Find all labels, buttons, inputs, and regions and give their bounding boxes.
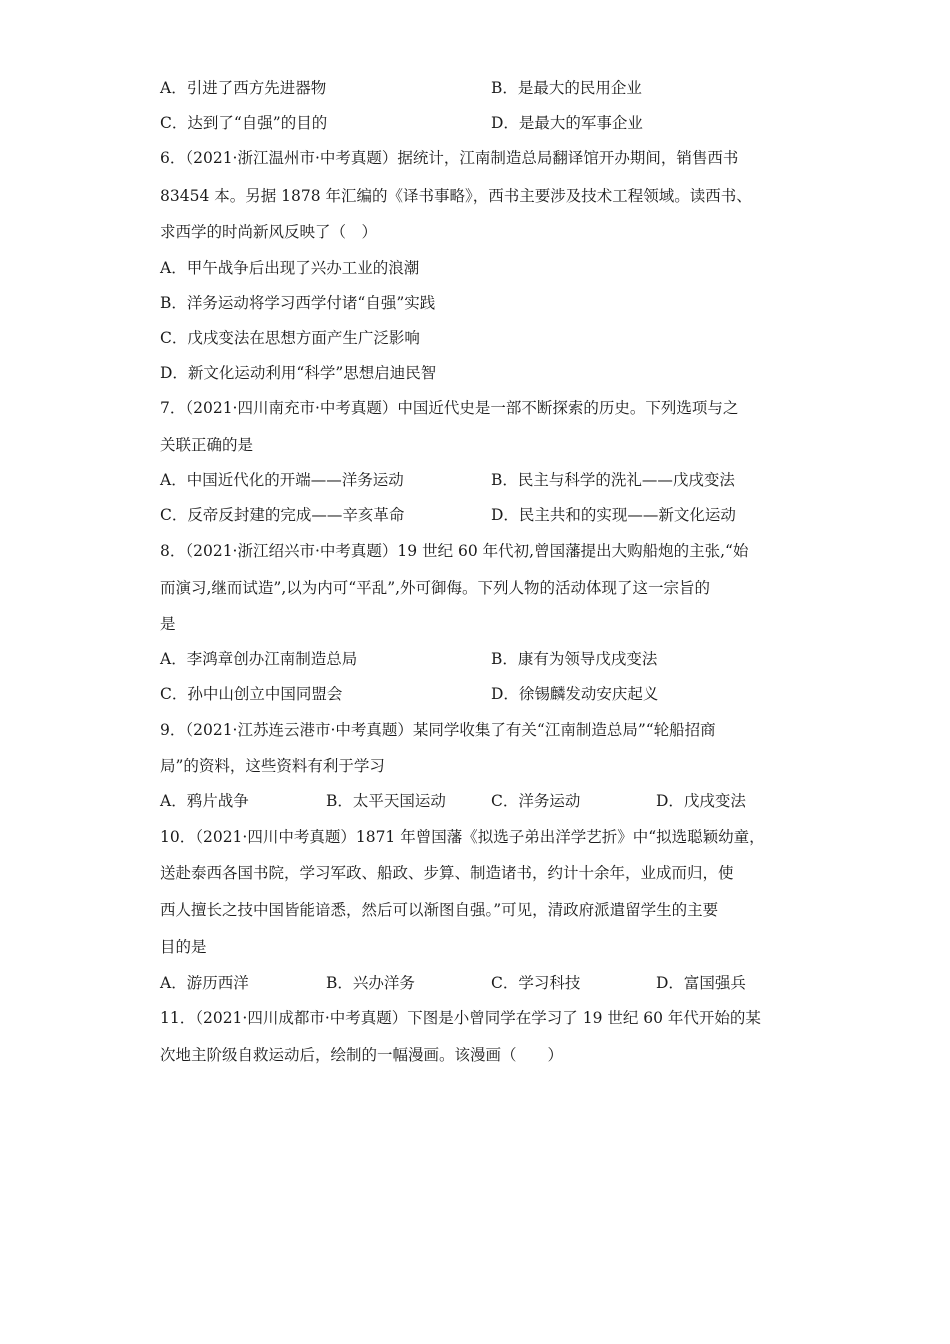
q11-stem-line-1: 11．（2021·四川成都市·中考真题）下图是小曾同学在学习了 19 世纪 60 年代开始的某 <box>160 1009 761 1027</box>
q6-stem-line-2: 83454 本。另据 1878 年汇编的《译书事略》，西书主要涉及技术工程领域。读西书、 <box>160 187 752 205</box>
q10-option-d: D．富国强兵 <box>656 974 746 992</box>
q7-stem-line-1: 7．（2021·四川南充市·中考真题）中国近代史是一部不断探索的历史。下列选项与之 <box>160 399 739 417</box>
q5-option-d: D．是最大的军事企业 <box>491 114 643 132</box>
q6-stem-line-3: 求西学的时尚新风反映了（ ） <box>160 223 378 241</box>
q6-stem-line-1: 6．（2021·浙江温州市·中考真题）据统计，江南制造总局翻译馆开办期间，销售西书 <box>160 149 739 167</box>
q10-stem-line-4: 目的是 <box>160 938 207 956</box>
q8-stem-line-3: 是 <box>160 615 176 633</box>
q9-option-d: D．戊戌变法 <box>656 792 746 810</box>
q5-option-a: A．引进了西方先进器物 <box>160 79 327 97</box>
q6-option-d: D．新文化运动利用“科学”思想启迪民智 <box>160 364 437 382</box>
q8-stem-line-2: 而演习,继而试造”,以为内可“平乱”,外可御侮。下列人物的活动体现了这一宗旨的 <box>160 579 711 597</box>
q7-stem-line-2: 关联正确的是 <box>160 436 254 454</box>
q9-stem-line-2: 局”的资料，这些资料有利于学习 <box>160 757 385 775</box>
q8-option-a: A．李鸿章创办江南制造总局 <box>160 650 358 668</box>
q10-stem-line-3: 西人擅长之技中国皆能谙悉，然后可以渐图自强。”可见，清政府派遣留学生的主要 <box>160 901 719 919</box>
q8-option-d: D．徐锡麟发动安庆起义 <box>491 685 659 703</box>
q10-stem-line-2: 送赴泰西各国书院，学习军政、船政、步算、制造诸书，约计十余年，业成而归，使 <box>160 864 734 882</box>
q6-option-a: A．甲午战争后出现了兴办工业的浪潮 <box>160 259 420 277</box>
q5-option-b: B．是最大的民用企业 <box>491 79 642 97</box>
q10-option-b: B．兴办洋务 <box>326 974 415 992</box>
q8-stem-line-1: 8．（2021·浙江绍兴市·中考真题）19 世纪 60 年代初,曾国藩提出大购船炮的主张,“始 <box>160 542 749 560</box>
q6-option-b: B．洋务运动将学习西学付诸“自强”实践 <box>160 294 436 312</box>
q7-option-b: B．民主与科学的洗礼——戊戌变法 <box>491 471 735 489</box>
q5-option-c: C．达到了“自强”的目的 <box>160 114 328 132</box>
q10-option-a: A．游历西洋 <box>160 974 249 992</box>
q10-stem-line-1: 10．（2021·四川中考真题）1871 年曾国藩《拟选子弟出洋学艺折》中“拟选聪颖幼童， <box>160 828 765 846</box>
q9-option-b: B．太平天国运动 <box>326 792 446 810</box>
q6-option-c: C．戊戌变法在思想方面产生广泛影响 <box>160 329 420 347</box>
q7-option-c: C．反帝反封建的完成——辛亥革命 <box>160 506 405 524</box>
q9-option-c: C．洋务运动 <box>491 792 581 810</box>
q8-option-c: C．孙中山创立中国同盟会 <box>160 685 343 703</box>
q9-option-a: A．鸦片战争 <box>160 792 249 810</box>
q8-option-b: B．康有为领导戊戌变法 <box>491 650 658 668</box>
q7-option-d: D．民主共和的实现——新文化运动 <box>491 506 736 524</box>
q7-option-a: A．中国近代化的开端——洋务运动 <box>160 471 404 489</box>
q10-option-c: C．学习科技 <box>491 974 581 992</box>
q11-stem-line-2: 次地主阶级自救运动后，绘制的一幅漫画。该漫画（ ） <box>160 1046 564 1064</box>
q9-stem-line-1: 9．（2021·江苏连云港市·中考真题）某同学收集了有关“江南制造总局”“轮船招商 <box>160 721 716 739</box>
